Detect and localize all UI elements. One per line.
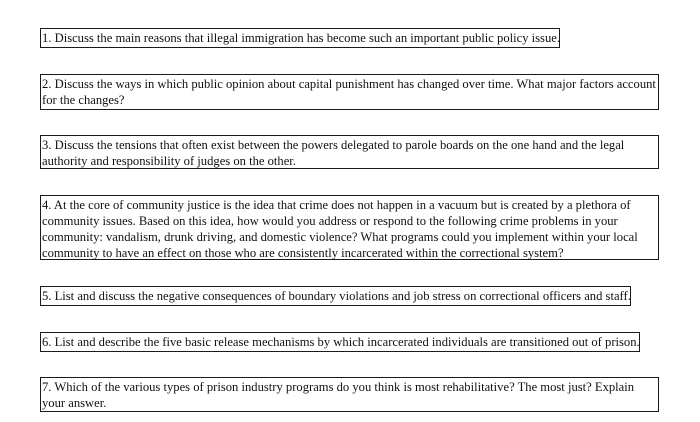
question-box-4: 4. At the core of community justice is the idea that crime does not happen in a vacuum but is created by a plethora of community issues. Based on this idea, how would you address or respond to the following crime problems in your community: vandalism, drunk driving, and domestic violence? What programs could you implement within your local community to have an effect on those who are consistently incarcerated within the correctional system? <box>40 195 659 260</box>
question-box-2: 2. Discuss the ways in which public opinion about capital punishment has changed over time. What major factors account for the changes? <box>40 74 659 110</box>
question-box-3: 3. Discuss the tensions that often exist between the powers delegated to parole boards on the one hand and the legal authority and responsibility of judges on the other. <box>40 135 659 169</box>
question-box-7: 7. Which of the various types of prison industry programs do you think is most rehabilitative? The most just? Explain your answer. <box>40 377 659 412</box>
question-box-5: 5. List and discuss the negative consequences of boundary violations and job stress on correctional officers and staff. <box>40 286 631 306</box>
question-box-1: 1. Discuss the main reasons that illegal immigration has become such an important public policy issue. <box>40 28 560 48</box>
question-box-6: 6. List and describe the five basic release mechanisms by which incarcerated individuals are transitioned out of prison. <box>40 332 640 352</box>
